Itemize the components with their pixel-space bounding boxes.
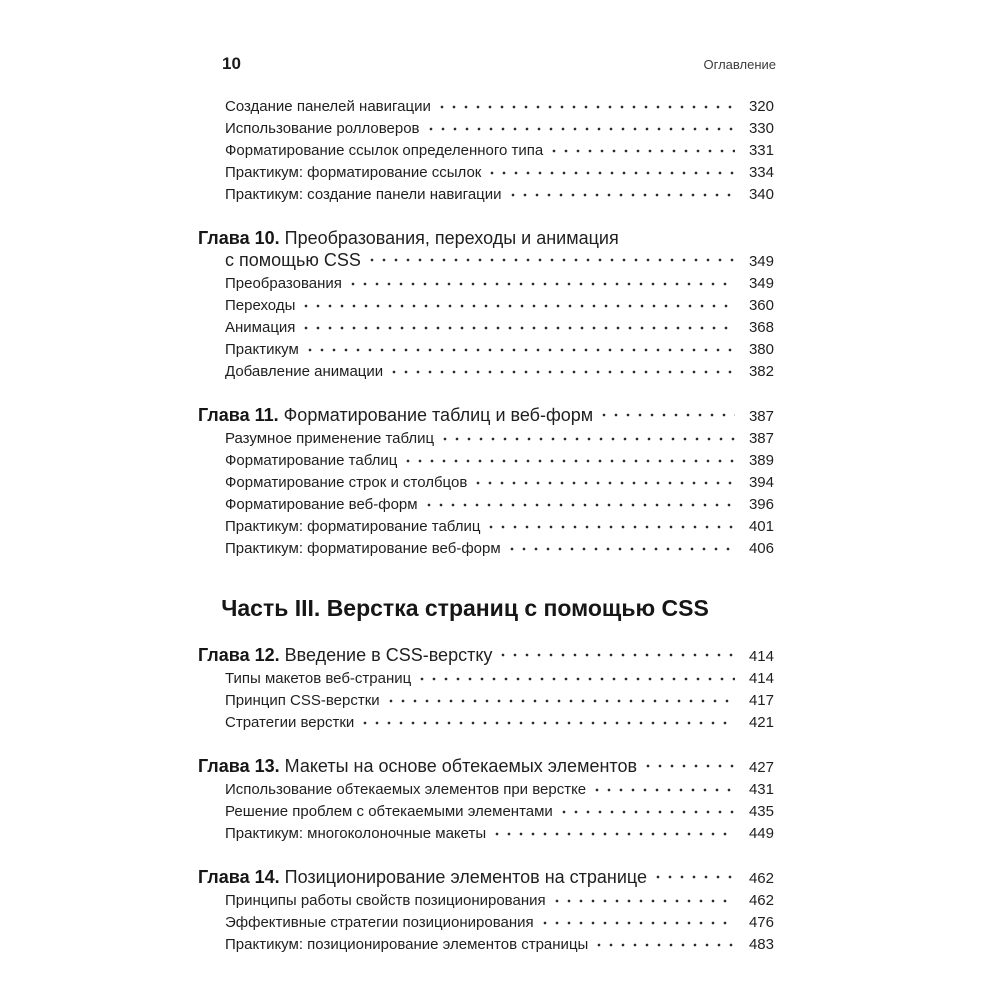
chapter-section	[198, 644, 774, 734]
dot-leader	[486, 162, 735, 184]
toc-row	[225, 912, 774, 934]
running-head: Оглавление	[703, 57, 776, 72]
dot-leader	[507, 184, 735, 206]
entries-section	[198, 96, 774, 206]
dot-leader	[491, 823, 735, 845]
toc-row	[225, 779, 774, 801]
toc-row	[225, 516, 774, 538]
toc-row	[225, 249, 774, 273]
dot-leader	[593, 934, 735, 956]
toc-entry-label: Переходы	[225, 297, 296, 314]
toc-page-number: 431	[748, 781, 774, 798]
toc-page-number: 421	[748, 714, 774, 731]
chapter-title: Макеты на основе обтекаемых элементов	[284, 756, 638, 776]
toc-entry-label: Практикум	[225, 341, 299, 358]
dot-leader	[304, 339, 735, 361]
toc-entry-label: Практикум: форматирование ссылок	[225, 164, 482, 181]
toc-page-number: 414	[748, 670, 774, 687]
toc-entry-label: Использование обтекаемых элементов при верстке	[225, 781, 587, 798]
toc-page-number: 476	[748, 914, 774, 931]
toc-row	[225, 450, 774, 472]
chapter-number: Глава 13.	[198, 756, 285, 776]
toc-page-number: 462	[748, 870, 774, 887]
toc-page-number: 320	[748, 98, 774, 115]
dot-leader	[539, 912, 735, 934]
toc-row	[225, 339, 774, 361]
dot-leader	[416, 668, 735, 690]
toc-page-number: 389	[748, 452, 774, 469]
dot-leader	[402, 450, 735, 472]
toc-page-number: 417	[748, 692, 774, 709]
part-heading: Часть III. Верстка страниц с помощью CSS	[221, 595, 709, 621]
toc-row	[225, 890, 774, 912]
toc	[198, 96, 774, 956]
chapter-heading-row	[198, 866, 774, 890]
toc-entry-label: Практикум: форматирование таблиц	[225, 518, 481, 535]
page-header	[198, 54, 776, 74]
dot-leader	[366, 249, 735, 273]
chapter-heading-row	[198, 227, 774, 249]
page-number: 10	[222, 54, 241, 73]
toc-row	[225, 823, 774, 845]
dot-leader	[598, 404, 735, 428]
toc-page-number: 349	[748, 253, 774, 270]
chapter-number: Глава 11.	[198, 405, 284, 425]
toc-page-number: 330	[748, 120, 774, 137]
toc-page-number: 380	[748, 341, 774, 358]
toc-row	[225, 668, 774, 690]
toc-row	[225, 494, 774, 516]
toc-row	[225, 273, 774, 295]
dot-leader	[506, 538, 735, 560]
dot-leader	[472, 472, 735, 494]
toc-entry-label: Эффективные стратегии позиционирования	[225, 914, 534, 931]
toc-entry-label: Принцип CSS-верстки	[225, 692, 380, 709]
chapter-number: Глава 10.	[198, 228, 285, 248]
toc-row	[225, 801, 774, 823]
dot-leader	[300, 295, 735, 317]
dot-leader	[359, 712, 735, 734]
toc-entry-label: Преобразования	[225, 275, 342, 292]
toc-row	[225, 118, 774, 140]
toc-page-number: 331	[748, 142, 774, 159]
toc-page-number: 334	[748, 164, 774, 181]
toc-page-number: 340	[748, 186, 774, 203]
chapter-heading-label	[198, 866, 647, 888]
toc-row	[225, 140, 774, 162]
toc-row	[225, 162, 774, 184]
chapter-title: Введение в CSS-верстку	[284, 645, 493, 665]
toc-row	[225, 538, 774, 560]
toc-row	[225, 690, 774, 712]
chapter-section	[198, 755, 774, 845]
toc-page-number: 349	[748, 275, 774, 292]
toc-page-number: 483	[748, 936, 774, 953]
chapter-number: Глава 12.	[198, 645, 285, 665]
chapter-heading-label	[198, 644, 492, 666]
dot-leader	[300, 317, 735, 339]
dot-leader	[642, 755, 735, 779]
toc-page-number: 394	[748, 474, 774, 491]
toc-entry-label: Практикум: многоколоночные макеты	[225, 825, 487, 842]
dot-leader	[497, 644, 735, 668]
toc-row	[225, 96, 774, 118]
toc-entry-label: Практикум: форматирование веб-форм	[225, 540, 501, 557]
chapter-heading-label	[198, 404, 593, 426]
toc-page-number: 387	[748, 430, 774, 447]
chapter-heading-row	[198, 755, 774, 779]
toc-entry-label: с помощью CSS	[225, 250, 361, 270]
dot-leader	[591, 779, 735, 801]
toc-entry-label: Практикум: позиционирование элементов страницы	[225, 936, 589, 953]
chapter-heading-row	[198, 404, 774, 428]
toc-entry-label: Добавление анимации	[225, 363, 384, 380]
toc-row	[225, 317, 774, 339]
toc-page-number: 449	[748, 825, 774, 842]
chapter-section	[198, 866, 774, 956]
dot-leader	[385, 690, 735, 712]
toc-row	[225, 712, 774, 734]
dot-leader	[347, 273, 735, 295]
toc-entry-label: Форматирование таблиц	[225, 452, 398, 469]
toc-entry-label: Типы макетов веб-страниц	[225, 670, 412, 687]
chapter-heading-row	[198, 644, 774, 668]
dot-leader	[388, 361, 735, 383]
toc-entry-label: Стратегии верстки	[225, 714, 355, 731]
toc-row	[225, 934, 774, 956]
toc-page-number: 406	[748, 540, 774, 557]
dot-leader	[551, 890, 735, 912]
chapter-heading-label	[198, 755, 637, 777]
toc-row	[225, 295, 774, 317]
toc-entry-label: Использование ролловеров	[225, 120, 420, 137]
toc-page-number: 382	[748, 363, 774, 380]
toc-row	[225, 184, 774, 206]
toc-entry-label: Форматирование веб-форм	[225, 496, 418, 513]
toc-entry-label: Форматирование строк и столбцов	[225, 474, 468, 491]
toc-entry-label: Практикум: создание панели навигации	[225, 186, 502, 203]
chapter-section	[198, 227, 774, 383]
chapter-section	[198, 404, 774, 560]
toc-page-number: 401	[748, 518, 774, 535]
toc-row	[225, 472, 774, 494]
chapter-number: Глава 14.	[198, 867, 285, 887]
dot-leader	[485, 516, 735, 538]
toc-page-number: 360	[748, 297, 774, 314]
toc-page-number: 396	[748, 496, 774, 513]
toc-page-number: 435	[748, 803, 774, 820]
chapter-title: Позиционирование элементов на странице	[284, 867, 648, 887]
toc-entry-label: Разумное применение таблиц	[225, 430, 435, 447]
toc-entry-label: Анимация	[225, 319, 296, 336]
toc-row	[225, 428, 774, 450]
toc-entry-label: Решение проблем с обтекаемыми элементами	[225, 803, 553, 820]
chapter-title: Форматирование таблиц и веб-форм	[283, 405, 594, 425]
dot-leader	[436, 96, 735, 118]
dot-leader	[425, 118, 735, 140]
toc-page-number: 427	[748, 759, 774, 776]
dot-leader	[548, 140, 735, 162]
dot-leader	[423, 494, 735, 516]
toc-entry-label: Форматирование ссылок определенного типа	[225, 142, 544, 159]
dot-leader	[558, 801, 735, 823]
toc-page-number: 414	[748, 648, 774, 665]
toc-page-number: 462	[748, 892, 774, 909]
toc-page-number: 387	[748, 408, 774, 425]
chapter-heading-label	[198, 227, 619, 249]
toc-entry-label: Создание панелей навигации	[225, 98, 431, 115]
toc-row	[225, 361, 774, 383]
dot-leader	[652, 866, 735, 890]
dot-leader	[439, 428, 735, 450]
chapter-title: Преобразования, переходы и анимация	[284, 228, 619, 248]
toc-page-number: 368	[748, 319, 774, 336]
toc-entry-label: Принципы работы свойств позиционирования	[225, 892, 546, 909]
